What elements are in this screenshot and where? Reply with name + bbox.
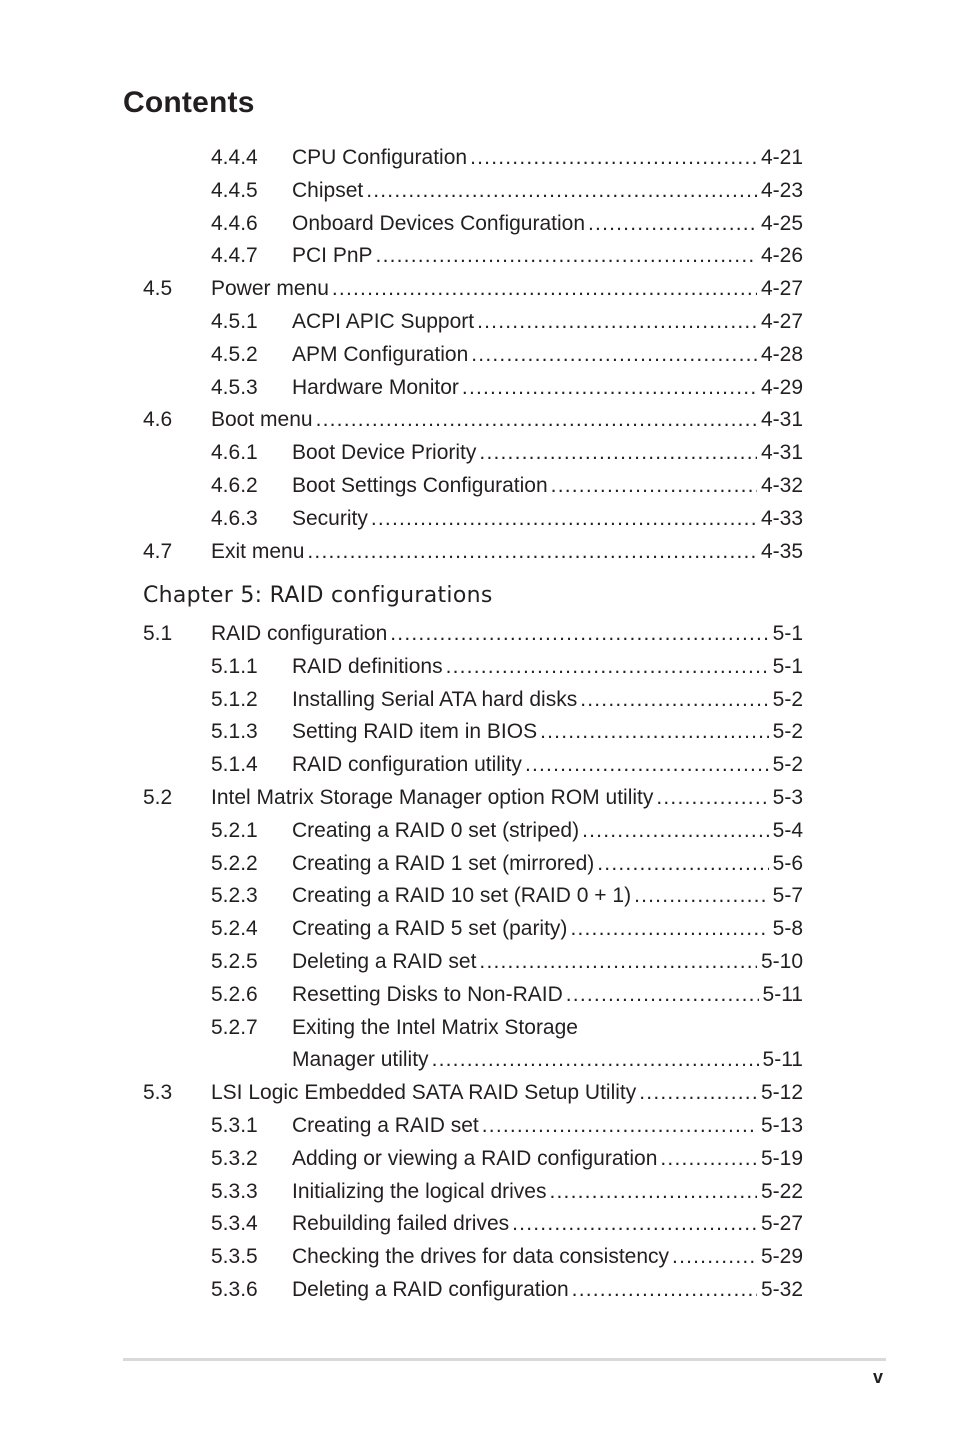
toc-entry-body: [292, 978, 803, 1011]
toc-entry-body: [211, 403, 803, 436]
page-title: Contents: [123, 86, 255, 119]
toc-entry-title: Installing Serial ATA hard disks: [292, 687, 578, 711]
toc-entry-page: 4-27: [760, 277, 803, 301]
toc-entry[interactable]: [0, 1043, 954, 1076]
toc-entry[interactable]: [0, 371, 954, 404]
toc-entry-title: Exiting the Intel Matrix Storage: [292, 1015, 578, 1039]
toc-entry-number: 5.3.3: [211, 1179, 258, 1203]
toc-entry-title: Creating a RAID 0 set (striped): [292, 818, 580, 842]
toc-entry[interactable]: [0, 1109, 954, 1142]
toc-entry-body: [292, 1043, 803, 1076]
toc-entry-body: [292, 1109, 803, 1142]
dot-leader: [371, 502, 757, 535]
toc-entry-body: [211, 781, 803, 814]
toc-entry-body: [292, 469, 803, 502]
toc-entry[interactable]: [0, 1273, 954, 1306]
toc-entry-body: [292, 814, 803, 847]
toc-entry-page: 4-29: [760, 375, 803, 399]
toc-entry-body: [211, 272, 803, 305]
toc-entry[interactable]: [0, 207, 954, 240]
dot-leader: [540, 715, 769, 748]
toc-entry-number: 5.3: [143, 1081, 173, 1105]
toc-entry-title: CPU Configuration: [292, 146, 468, 169]
toc-entry-body: [292, 683, 803, 716]
toc-entry-body: [292, 1207, 803, 1240]
toc-entry-body: [211, 535, 803, 568]
toc-entry-body: [211, 1076, 803, 1109]
toc-entry[interactable]: [0, 781, 954, 814]
dot-leader: [366, 174, 757, 207]
dot-leader: [551, 469, 757, 502]
dot-leader: [660, 1142, 757, 1175]
toc-entry-number: 5.2.5: [211, 950, 258, 973]
toc-entry-number: 5.1: [143, 622, 173, 645]
dot-leader: [471, 338, 757, 371]
toc-entry-body: [292, 1142, 803, 1175]
toc-entry-body: [292, 239, 803, 272]
toc-entry-body: [292, 748, 803, 781]
page-number: v: [873, 1367, 884, 1387]
toc-entry-number: 4.4.5: [211, 178, 258, 202]
toc-entry-page: 5-11: [762, 1048, 803, 1072]
dot-leader: [332, 272, 757, 305]
dot-leader: [572, 1273, 757, 1306]
dot-leader: [479, 945, 757, 978]
toc-entry[interactable]: [0, 502, 954, 535]
toc-entry[interactable]: [0, 272, 954, 305]
toc-entry[interactable]: [0, 748, 954, 781]
toc-entry-page: 4-33: [760, 506, 803, 530]
dot-leader: [597, 847, 768, 880]
toc-entry[interactable]: [0, 978, 954, 1011]
toc-entry-number: 5.3.6: [211, 1278, 258, 1301]
toc-entry-number: 5.2.6: [211, 982, 258, 1006]
toc-entry[interactable]: [0, 141, 954, 174]
toc-entry-number: 5.2: [143, 786, 173, 809]
toc-entry-number: 4.6.3: [211, 506, 258, 530]
toc-entry-page: 5-29: [760, 1245, 803, 1269]
toc-entry-title: Rebuilding failed drives: [292, 1212, 510, 1236]
toc-entry-title: Boot Device Priority: [292, 441, 477, 465]
dot-leader: [634, 879, 769, 912]
toc-entry-number: 5.3.2: [211, 1146, 258, 1170]
toc-entry[interactable]: [0, 945, 954, 978]
toc-entry-body: [292, 1011, 803, 1044]
toc-entry-body: [292, 371, 803, 404]
dot-leader: [588, 207, 757, 240]
toc-entry[interactable]: [0, 879, 954, 912]
toc-entry-number: 5.3.4: [211, 1212, 258, 1236]
toc-entry-title: Adding or viewing a RAID configuration: [292, 1146, 658, 1170]
toc-entry-number: 5.2.1: [211, 818, 258, 842]
toc-entry-body: [292, 912, 803, 945]
toc-entry-page: 5-1: [772, 622, 803, 645]
toc-entry[interactable]: [0, 239, 954, 272]
toc-entry-number: 5.1.4: [211, 753, 258, 777]
toc-entry-page: 5-32: [760, 1278, 803, 1301]
toc-entry-body: [292, 1240, 803, 1273]
toc-entry-page: 4-21: [760, 146, 803, 169]
dot-leader: [580, 683, 768, 716]
toc-entry[interactable]: [0, 1076, 954, 1109]
toc-entry-number: 5.2.4: [211, 917, 258, 941]
toc-entry-page: 5-8: [772, 917, 803, 941]
toc-entry[interactable]: [0, 436, 954, 469]
dot-leader: [639, 1076, 757, 1109]
toc-entry-title: Onboard Devices Configuration: [292, 211, 585, 235]
toc-entry-body: [292, 207, 803, 240]
toc-entry-number: 4.6.2: [211, 474, 258, 497]
toc-entry-page: 4-28: [760, 342, 803, 366]
toc-entry[interactable]: [0, 847, 954, 880]
dot-leader: [549, 1175, 757, 1208]
toc-entry-title: Deleting a RAID set: [292, 950, 477, 973]
toc-entry[interactable]: [0, 403, 954, 436]
toc-entry-body: [292, 1273, 803, 1306]
toc-entry-body: [292, 945, 803, 978]
dot-leader: [656, 781, 768, 814]
toc-entry[interactable]: [0, 338, 954, 371]
toc-entry-body: [292, 879, 803, 912]
toc-entry-title: Chipset: [292, 178, 364, 202]
toc-entry-number: 4.6: [143, 408, 173, 432]
dot-leader: [316, 403, 757, 436]
toc-entry-number: 4.5: [143, 277, 173, 301]
toc-entry[interactable]: [0, 1011, 954, 1044]
toc-entry-number: 5.3.1: [211, 1114, 258, 1137]
toc-entry[interactable]: [0, 535, 954, 568]
toc-entry[interactable]: [0, 1142, 954, 1175]
toc-entry-page: 5-2: [772, 753, 803, 777]
toc-entry-title: Deleting a RAID configuration: [292, 1278, 569, 1301]
dot-leader: [582, 814, 769, 847]
toc-entry-title: RAID definitions: [292, 654, 443, 678]
toc-entry-body: [292, 338, 803, 371]
toc-entry-page: 5-7: [772, 884, 803, 908]
toc-entry-page: 5-2: [772, 720, 803, 744]
toc-entry-page: 5-13: [760, 1114, 803, 1137]
toc-entry-number: 5.2.3: [211, 884, 258, 908]
toc-entry-body: [292, 650, 803, 683]
toc-entry[interactable]: [0, 912, 954, 945]
toc-entry-body: [292, 141, 803, 174]
toc-entry-page: 5-1: [772, 654, 803, 678]
toc-entry-page: 4-31: [760, 441, 803, 465]
toc-entry[interactable]: [0, 683, 954, 716]
toc-entry-title: Creating a RAID 1 set (mirrored): [292, 851, 595, 875]
dot-leader: [512, 1207, 757, 1240]
toc-entry-page: 4-31: [760, 408, 803, 432]
toc-entry[interactable]: [0, 469, 954, 502]
toc-entry-title: Checking the drives for data consistency: [292, 1245, 670, 1269]
toc-entry[interactable]: [0, 1175, 954, 1208]
toc-entry-title: APM Configuration: [292, 342, 469, 366]
toc-entry-title: Exit menu: [211, 539, 305, 563]
toc-entry-body: [292, 502, 803, 535]
toc-entry-number: 4.4.7: [211, 244, 258, 268]
toc-entry-number: 5.1.3: [211, 720, 258, 744]
toc-entry-page: 4-23: [760, 178, 803, 202]
toc-entry-page: 5-2: [772, 687, 803, 711]
toc-entry-page: 5-27: [760, 1212, 803, 1236]
toc-entry-title: Security: [292, 506, 368, 530]
toc-entry-body: [292, 305, 803, 338]
toc-entry-number: 4.5.1: [211, 310, 258, 333]
toc-entry-page: 4-32: [760, 474, 803, 497]
toc-entry-title: RAID configuration utility: [292, 753, 522, 777]
toc-entry[interactable]: [0, 617, 954, 650]
toc-entry-page: 5-6: [772, 851, 803, 875]
toc-entry-title: Intel Matrix Storage Manager option ROM utility: [211, 786, 654, 809]
toc-entry-body: [211, 617, 803, 650]
toc-entry-number: 4.4.6: [211, 211, 258, 235]
toc-entry-page: 4-35: [760, 539, 803, 563]
toc-entry-title: PCI PnP: [292, 244, 373, 268]
dot-leader: [477, 305, 757, 338]
toc-entry[interactable]: [0, 715, 954, 748]
toc-entry-body: [292, 174, 803, 207]
toc-entry-page: 5-12: [760, 1081, 803, 1105]
toc-entry-title: Boot menu: [211, 408, 313, 432]
toc-entry-title: Hardware Monitor: [292, 375, 459, 399]
toc-entry-number: 4.6.1: [211, 441, 258, 465]
toc-entry-title: RAID configuration: [211, 622, 388, 645]
dot-leader: [470, 141, 757, 174]
toc-entry-page: 5-3: [772, 786, 803, 809]
toc-entry-title: Resetting Disks to Non-RAID: [292, 982, 563, 1006]
toc-entry-title: Manager utility: [292, 1048, 429, 1072]
toc-entry-title: Creating a RAID 5 set (parity): [292, 917, 568, 941]
toc-entry-page: 5-22: [760, 1179, 803, 1203]
dot-leader: [570, 912, 768, 945]
toc-entry-number: 5.3.5: [211, 1245, 258, 1269]
dot-leader: [462, 371, 757, 404]
toc-entry-page: 5-11: [762, 982, 803, 1006]
toc-entry[interactable]: [0, 1207, 954, 1240]
dot-leader: [525, 748, 769, 781]
toc-entry-title: ACPI APIC Support: [292, 310, 475, 333]
dot-leader: [376, 239, 757, 272]
footer-divider: [123, 1358, 886, 1361]
toc-entry-title: Setting RAID item in BIOS: [292, 720, 538, 744]
toc-entry-body: [292, 847, 803, 880]
toc-entry-title: Creating a RAID 10 set (RAID 0 + 1): [292, 884, 632, 908]
toc-entry-title: Boot Settings Configuration: [292, 474, 548, 497]
dot-leader: [479, 436, 757, 469]
dot-leader: [482, 1109, 757, 1142]
toc-entry-number: 4.5.2: [211, 342, 258, 366]
toc-entry-number: 5.1.1: [211, 654, 258, 678]
toc-entry-body: [292, 1175, 803, 1208]
toc-entry-number: 5.2.7: [211, 1015, 258, 1039]
dot-leader: [446, 650, 769, 683]
toc-entry-page: 5-4: [772, 818, 803, 842]
toc-entry-body: [292, 715, 803, 748]
dot-leader: [390, 617, 768, 650]
toc-entry-number: 4.5.3: [211, 375, 258, 399]
dot-leader: [566, 978, 759, 1011]
toc-entry[interactable]: [0, 814, 954, 847]
toc-entry[interactable]: [0, 305, 954, 338]
toc-entry-title: LSI Logic Embedded SATA RAID Setup Utility: [211, 1081, 637, 1105]
toc-entry[interactable]: [0, 1240, 954, 1273]
chapter-heading: Chapter 5: RAID configurations: [143, 583, 493, 608]
toc-entry-page: 4-26: [760, 244, 803, 268]
toc-entry-number: 4.7: [143, 539, 173, 563]
toc-entry-title: Creating a RAID set: [292, 1114, 479, 1137]
toc-entry-body: [292, 436, 803, 469]
toc-entry-page: 4-25: [760, 211, 803, 235]
toc-entry-page: 4-27: [760, 310, 803, 333]
toc-entry[interactable]: [0, 650, 954, 683]
dot-leader: [432, 1043, 759, 1076]
toc-entry-title: Initializing the logical drives: [292, 1179, 547, 1203]
toc-entry-title: Power menu: [211, 277, 329, 301]
toc-entry-page: 5-19: [760, 1146, 803, 1170]
toc-entry-number: 5.2.2: [211, 851, 258, 875]
dot-leader: [307, 535, 757, 568]
toc-entry-page: 5-10: [760, 950, 803, 973]
toc-entry[interactable]: [0, 174, 954, 207]
dot-leader: [672, 1240, 757, 1273]
toc-entry-number: 4.4.4: [211, 146, 258, 169]
toc-entry-number: 5.1.2: [211, 687, 258, 711]
